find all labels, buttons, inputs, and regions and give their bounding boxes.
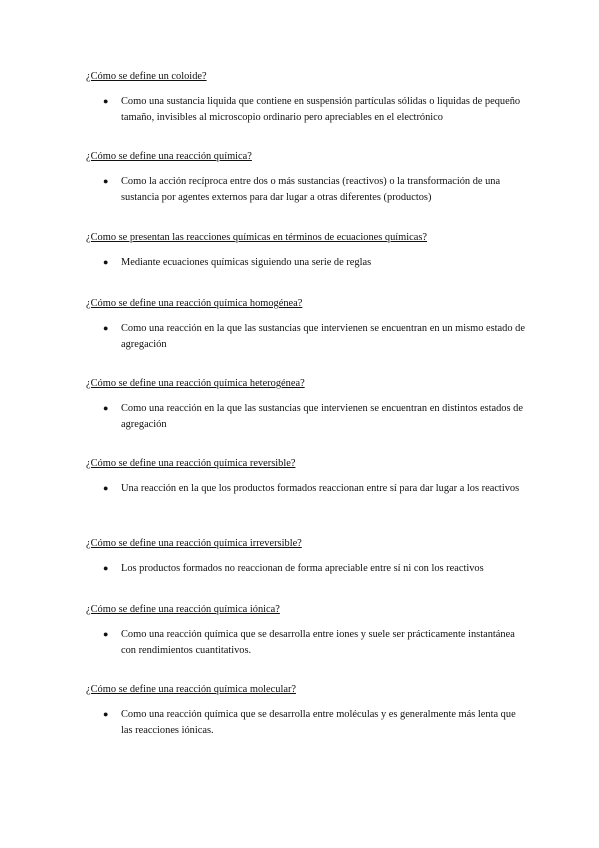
question-heading: ¿Cómo se define una reacción química homogénea?	[86, 298, 303, 309]
answer-text: Los productos formados no reaccionan de forma apreciable entre sí ni con los reactivos	[121, 563, 484, 574]
answer-list-item	[86, 255, 526, 271]
answer-text: Como una reacción en la que las sustancias que intervienen se encuentran en distintos estados de agregación	[121, 403, 523, 430]
answer-list-item	[86, 561, 526, 577]
answer-list-item	[86, 174, 526, 205]
answer-list-item	[86, 94, 526, 125]
qa-item-reaccion-quimica	[86, 150, 526, 205]
bullet-icon: ●	[103, 563, 109, 573]
question-heading: ¿Cómo se define una reacción química?	[86, 151, 252, 162]
qa-item-ionica	[86, 603, 526, 658]
answer-list-item	[86, 707, 526, 738]
answer-list-item	[86, 627, 526, 658]
bullet-icon: ●	[103, 709, 109, 719]
answer-list-item	[86, 481, 526, 497]
bullet-icon: ●	[103, 483, 109, 493]
answer-text: Como una reacción en la que las sustancias que intervienen se encuentran en un mismo estado de agregación	[121, 323, 525, 350]
question-heading: ¿Cómo se define una reacción química irreversible?	[86, 538, 302, 549]
question-heading: ¿Cómo se define una reacción química heterogénea?	[86, 378, 305, 389]
bullet-icon: ●	[103, 403, 109, 413]
answer-text: Una reacción en la que los productos formados reaccionan entre sí para dar lugar a los reactivos	[121, 483, 520, 494]
question-heading: ¿Cómo se define un coloide?	[86, 71, 207, 82]
qa-item-homogenea	[86, 297, 526, 352]
qa-item-coloide	[86, 70, 526, 125]
answer-list-item	[86, 321, 526, 352]
qa-item-heterogenea	[86, 377, 526, 432]
bullet-icon: ●	[103, 176, 109, 186]
bullet-icon: ●	[103, 96, 109, 106]
question-heading: ¿Cómo se define una reacción química iónica?	[86, 604, 280, 615]
question-heading: ¿Como se presentan las reacciones químicas en términos de ecuaciones químicas?	[86, 232, 428, 243]
answer-text: Como una reacción química que se desarrolla entre iones y suele ser prácticamente instantánea con rendimientos cuantitativos.	[121, 629, 515, 656]
answer-text: Como una sustancia liquida que contiene en suspensión partículas sólidas o liquidas de pequeño tamaño, invisibles al microscopio ordinario pero apreciables en el electrónico	[121, 96, 521, 123]
question-heading: ¿Cómo se define una reacción química reversible?	[86, 458, 296, 469]
qa-item-ecuaciones-quimicas	[86, 231, 526, 271]
bullet-icon: ●	[103, 323, 109, 333]
answer-text: Como la acción recíproca entre dos o más sustancias (reactivos) o la transformación de una sustancia por agentes externos para dar lugar a otras diferentes (productos)	[121, 176, 501, 203]
bullet-icon: ●	[103, 257, 109, 267]
question-heading: ¿Cómo se define una reacción química molecular?	[86, 684, 297, 695]
qa-item-molecular	[86, 683, 526, 738]
qa-item-irreversible	[86, 537, 526, 577]
answer-list-item	[86, 401, 526, 432]
bullet-icon: ●	[103, 629, 109, 639]
qa-item-reversible	[86, 457, 526, 497]
answer-text: Mediante ecuaciones químicas siguiendo una serie de reglas	[121, 257, 372, 268]
answer-text: Como una reacción química que se desarrolla entre moléculas y es generalmente más lenta que las reacciones iónicas.	[121, 709, 516, 736]
